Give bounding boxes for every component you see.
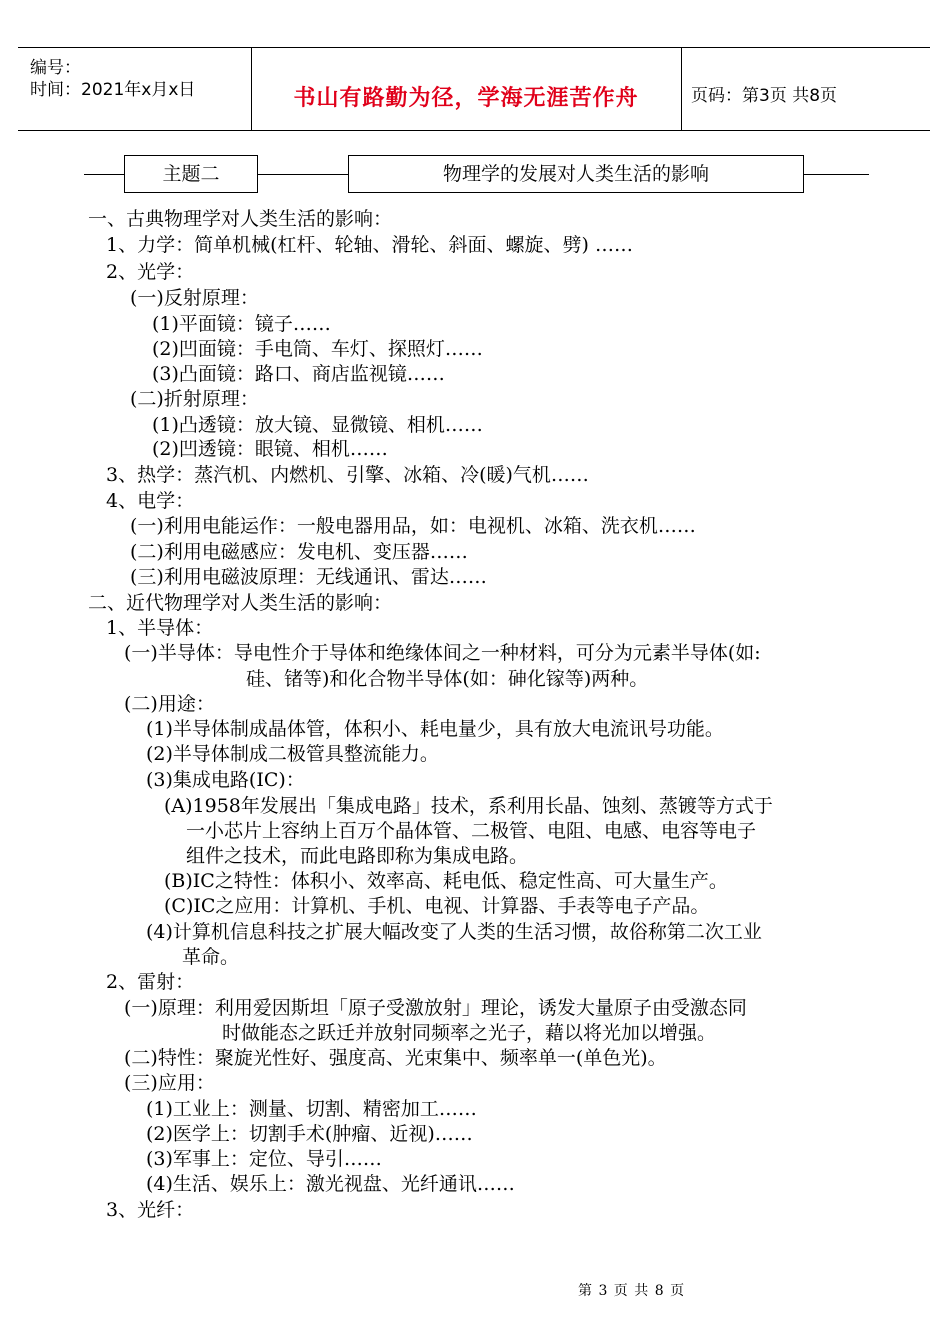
body-line: (一)原理：利用爱因斯坦「原子受激放射」理论，诱发大量原子由受激态同 bbox=[124, 997, 747, 1019]
body-line: (1)平面镜：镜子…… bbox=[152, 313, 331, 335]
body-line: (三)应用： bbox=[124, 1072, 215, 1094]
body-line: (1)工业上：测量、切割、精密加工…… bbox=[146, 1098, 477, 1120]
body-line: 1、力学：简单机械(杠杆、轮轴、滑轮、斜面、螺旋、劈) …… bbox=[106, 234, 633, 256]
banner-rule-left bbox=[84, 174, 124, 175]
body-line: (三)利用电磁波原理：无线通讯、雷达…… bbox=[130, 566, 487, 588]
time-label: 时间：2021年x月x日 bbox=[30, 80, 196, 100]
body-line: (3)凸面镜：路口、商店监视镜…… bbox=[152, 363, 445, 385]
body-line: (二)折射原理： bbox=[130, 388, 259, 410]
heading-line: 一、古典物理学对人类生活的影响： bbox=[88, 208, 393, 230]
body-line: (1)凸透镜：放大镜、显微镜、相机…… bbox=[152, 414, 483, 436]
body-line: (B)IC之特性：体积小、效率高、耗电低、稳定性高、可大量生产。 bbox=[164, 870, 728, 892]
body-line: 3、光纤： bbox=[106, 1199, 195, 1221]
body-line: (3)集成电路(IC)： bbox=[146, 769, 305, 791]
body-line: (2)凹透镜：眼镜、相机…… bbox=[152, 438, 388, 460]
body-line: (一)利用电能运作：一般电器用品，如：电视机、冰箱、洗衣机…… bbox=[130, 515, 696, 537]
page-footer: 第 3 页 共 8 页 bbox=[578, 1283, 686, 1299]
number-label: 编号： bbox=[30, 58, 81, 78]
body-line: (2)医学上：切割手术(肿瘤、近视)…… bbox=[146, 1123, 473, 1145]
body-line: (3)军事上：定位、导引…… bbox=[146, 1148, 382, 1170]
topic-title: 物理学的发展对人类生活的影响 bbox=[348, 155, 804, 193]
body-line: (二)利用电磁感应：发电机、变压器…… bbox=[130, 541, 468, 563]
motto: 书山有路勤为径，学海无涯苦作舟 bbox=[293, 86, 639, 111]
body-line: (二)用途： bbox=[124, 693, 215, 715]
topic-label: 主题二 bbox=[124, 155, 258, 193]
banner-rule-middle bbox=[256, 174, 348, 175]
body-line: 革命。 bbox=[182, 946, 240, 968]
body-line: 一小芯片上容纳上百万个晶体管、二极管、电阻、电感、电容等电子 bbox=[186, 820, 757, 842]
body-line: 4、电学： bbox=[106, 490, 195, 512]
page-code: 页码：第3页 共8页 bbox=[691, 86, 838, 106]
body-line: (4)计算机信息科技之扩展大幅改变了人类的生活习惯，故俗称第二次工业 bbox=[146, 921, 762, 943]
body-line: (1)半导体制成晶体管，体积小、耗电量少，具有放大电流讯号功能。 bbox=[146, 718, 724, 740]
document-header bbox=[18, 47, 930, 131]
header-center-cell bbox=[251, 48, 682, 130]
heading-line: 二、近代物理学对人类生活的影响： bbox=[88, 592, 393, 614]
body-line: 2、光学： bbox=[106, 261, 195, 283]
body-line: (一)反射原理： bbox=[130, 287, 259, 309]
body-line: (C)IC之应用：计算机、手机、电视、计算器、手表等电子产品。 bbox=[164, 895, 710, 917]
body-line: (2)凹面镜：手电筒、车灯、探照灯…… bbox=[152, 338, 483, 360]
banner-rule-right bbox=[803, 174, 869, 175]
body-line: (4)生活、娱乐上：激光视盘、光纤通讯…… bbox=[146, 1173, 515, 1195]
body-line: 3、热学：蒸汽机、内燃机、引擎、冰箱、冷(暖)气机…… bbox=[106, 464, 589, 486]
body-line: 1、半导体： bbox=[106, 617, 214, 639]
body-line: 组件之技术，而此电路即称为集成电路。 bbox=[186, 845, 529, 867]
header-left-cell bbox=[18, 48, 252, 130]
body-line: (A)1958年发展出「集成电路」技术，系利用长晶、蚀刻、蒸镀等方式于 bbox=[164, 795, 773, 817]
header-right-cell bbox=[681, 48, 930, 130]
body-line: (二)特性：聚旋光性好、强度高、光束集中、频率单一(单色光)。 bbox=[124, 1047, 667, 1069]
body-line: 2、雷射： bbox=[106, 971, 195, 993]
body-line: (2)半导体制成二极管具整流能力。 bbox=[146, 743, 439, 765]
body-line: (一)半导体：导电性介于导体和绝缘体间之一种材料，可分为元素半导体(如: bbox=[124, 642, 761, 664]
body-line: 硅、锗等)和化合物半导体(如：砷化镓等)两种。 bbox=[246, 668, 649, 690]
body-line: 时做能态之跃迁并放射同频率之光子，藉以将光加以增强。 bbox=[222, 1022, 717, 1044]
